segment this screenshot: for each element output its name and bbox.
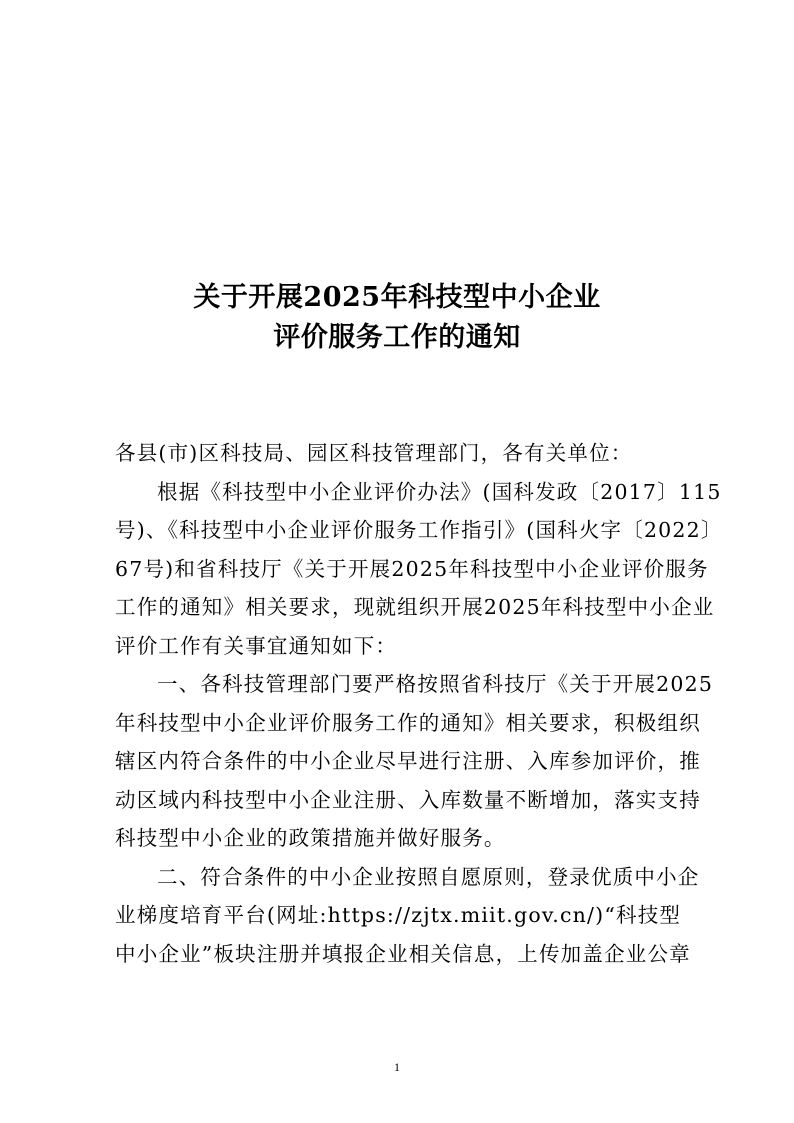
paragraph-2-line-1: 一、各科技管理部门要严格按照省科技厅《关于开展2025: [157, 672, 714, 696]
paragraph-1-line-1: 根据《科技型中小企业评价办法》(国科发政〔2017〕115: [157, 479, 722, 504]
paragraph-1-line-5: 评价工作有关事宜通知如下：: [115, 633, 398, 658]
document-body: [115, 434, 723, 973]
paragraph-2-line-3: 辖区内符合条件的中小企业尽早进行注册、入库参加评价，推: [115, 749, 701, 773]
paragraph-3-line-2: 业梯度培育平台(网址:https://zjtx.miit.gov.cn/)“科技型: [115, 903, 682, 927]
paragraph-1-line-2: 号)、《科技型中小企业评价服务工作指引》(国科火字〔2022〕: [115, 518, 723, 542]
paragraph-3-line-1: 二、符合条件的中小企业按照自愿原则，登录优质中小企: [157, 864, 700, 889]
document-title-line-1: 关于开展2025年科技型中小企业: [193, 282, 601, 313]
paragraph-2-line-4: 动区域内科技型中小企业注册、入库数量不断增加，落实支持: [115, 787, 701, 812]
paragraph-3-line-3: 中小企业”板块注册并填报企业相关信息，上传加盖企业公章: [115, 941, 691, 966]
salutation: 各县(市)区科技局、园区科技管理部门，各有关单位：: [115, 441, 633, 465]
paragraph-1-line-3: 67号)和省科技厅《关于开展2025年科技型中小企业评价服务: [115, 556, 709, 581]
document-title-line-2: 评价服务工作的通知: [273, 322, 521, 353]
page-number: 1: [394, 1060, 400, 1074]
paragraph-2-line-2: 年科技型中小企业评价服务工作的通知》相关要求，积极组织: [115, 710, 701, 735]
paragraph-2-line-5: 科技型中小企业的政策措施并做好服务。: [115, 826, 506, 850]
paragraph-1-line-4: 工作的通知》相关要求，现就组织开展2025年科技型中小企业: [115, 595, 715, 619]
